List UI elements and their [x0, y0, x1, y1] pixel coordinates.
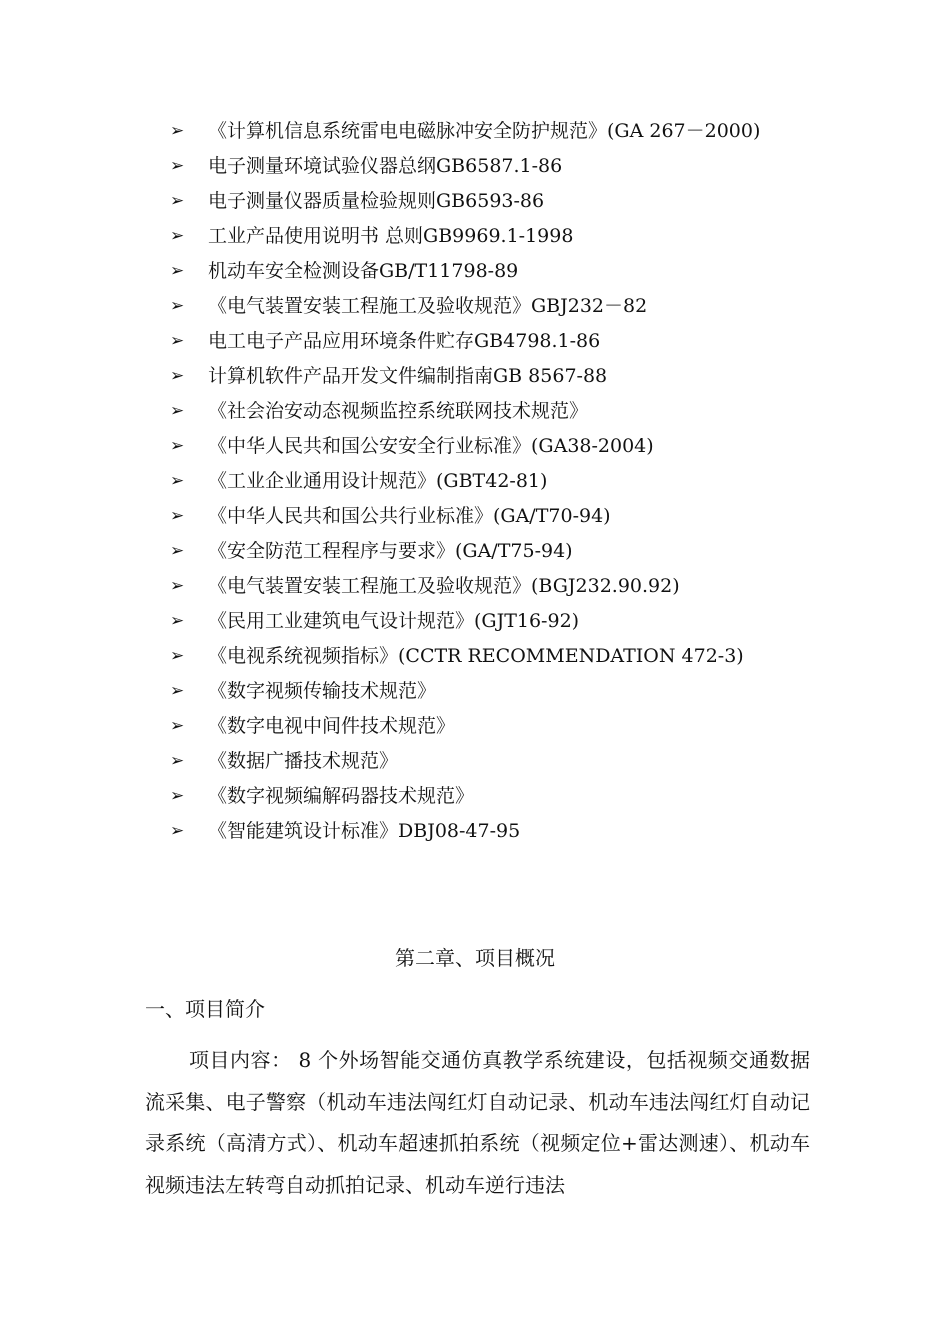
reference-item	[170, 779, 820, 814]
arrow-bullet-icon: ➢	[170, 681, 185, 701]
reference-item	[170, 254, 820, 289]
reference-text: 《工业企业通用设计规范》(GBT42-81)	[208, 470, 548, 492]
arrow-bullet-icon: ➢	[170, 331, 185, 351]
reference-text: 《安全防范工程程序与要求》(GA/T75-94)	[208, 540, 573, 562]
arrow-bullet-icon: ➢	[170, 611, 185, 631]
reference-text: 电子测量环境试验仪器总纲GB6587.1-86	[208, 155, 563, 177]
reference-item	[170, 499, 820, 534]
arrow-bullet-icon: ➢	[170, 366, 185, 386]
reference-item	[170, 429, 820, 464]
reference-item	[170, 744, 820, 779]
reference-text: 电工电子产品应用环境条件贮存GB4798.1-86	[208, 330, 601, 352]
section-title: 一、项目简介	[145, 997, 265, 1021]
arrow-bullet-icon: ➢	[170, 436, 185, 456]
reference-text: 《数字视频编解码器技术规范》	[208, 785, 475, 807]
reference-text: 《社会治安动态视频监控系统联网技术规范》	[208, 400, 589, 422]
reference-text: 《中华人民共和国公共行业标准》(GA/T70-94)	[208, 505, 611, 527]
reference-text: 《电气装置安装工程施工及验收规范》GBJ232－82	[208, 295, 648, 317]
chapter-title: 第二章、项目概况	[395, 946, 555, 970]
reference-text: 《数字视频传输技术规范》	[208, 680, 437, 702]
reference-text: 工业产品使用说明书 总则GB9969.1-1998	[208, 225, 574, 247]
arrow-bullet-icon: ➢	[170, 401, 185, 421]
arrow-bullet-icon: ➢	[170, 296, 185, 316]
reference-item	[170, 324, 820, 359]
arrow-bullet-icon: ➢	[170, 226, 185, 246]
reference-text: 《中华人民共和国公安安全行业标准》(GA38-2004)	[208, 435, 654, 457]
reference-text: 电子测量仪器质量检验规则GB6593-86	[208, 190, 545, 212]
reference-text: 《数据广播技术规范》	[208, 750, 399, 772]
arrow-bullet-icon: ➢	[170, 821, 185, 841]
arrow-bullet-icon: ➢	[170, 646, 185, 666]
reference-item	[170, 289, 820, 324]
arrow-bullet-icon: ➢	[170, 156, 185, 176]
reference-standards-list	[170, 114, 820, 849]
reference-item	[170, 184, 820, 219]
reference-text: 《计算机信息系统雷电电磁脉冲安全防护规范》(GA 267－2000)	[208, 120, 761, 142]
reference-text: 《电视系统视频指标》(CCTR RECOMMENDATION 472-3)	[208, 645, 744, 667]
reference-text: 《电气装置安装工程施工及验收规范》(BGJ232.90.92)	[208, 575, 680, 597]
reference-text: 《智能建筑设计标准》DBJ08-47-95	[208, 820, 521, 842]
reference-item	[170, 569, 820, 604]
arrow-bullet-icon: ➢	[170, 261, 185, 281]
reference-text: 《民用工业建筑电气设计规范》(GJT16-92)	[208, 610, 580, 632]
reference-item	[170, 149, 820, 184]
reference-item	[170, 394, 820, 429]
reference-item	[170, 114, 820, 149]
arrow-bullet-icon: ➢	[170, 541, 185, 561]
reference-item	[170, 219, 820, 254]
reference-item	[170, 534, 820, 569]
reference-item	[170, 639, 820, 674]
reference-item	[170, 359, 820, 394]
arrow-bullet-icon: ➢	[170, 191, 185, 211]
arrow-bullet-icon: ➢	[170, 751, 185, 771]
reference-item	[170, 464, 820, 499]
reference-text: 《数字电视中间件技术规范》	[208, 715, 456, 737]
arrow-bullet-icon: ➢	[170, 716, 185, 736]
project-content-paragraph: 项目内容： 8 个外场智能交通仿真教学系统建设，包括视频交通数据流采集、电子警察（机动车违法闯红灯自动记录、机动车违法闯红灯自动记录系统（高清方式）、机动车超速抓拍系统（视频定位+雷达测速）、机动车视频违法左转弯自动抓拍记录、机动车逆行违法	[145, 1048, 810, 1197]
arrow-bullet-icon: ➢	[170, 786, 185, 806]
reference-item	[170, 814, 820, 849]
reference-text: 机动车安全检测设备GB/T11798-89	[208, 260, 519, 282]
arrow-bullet-icon: ➢	[170, 576, 185, 596]
reference-item	[170, 674, 820, 709]
arrow-bullet-icon: ➢	[170, 506, 185, 526]
reference-item	[170, 604, 820, 639]
reference-item	[170, 709, 820, 744]
reference-text: 计算机软件产品开发文件编制指南GB 8567-88	[208, 365, 608, 387]
arrow-bullet-icon: ➢	[170, 471, 185, 491]
arrow-bullet-icon: ➢	[170, 121, 185, 141]
